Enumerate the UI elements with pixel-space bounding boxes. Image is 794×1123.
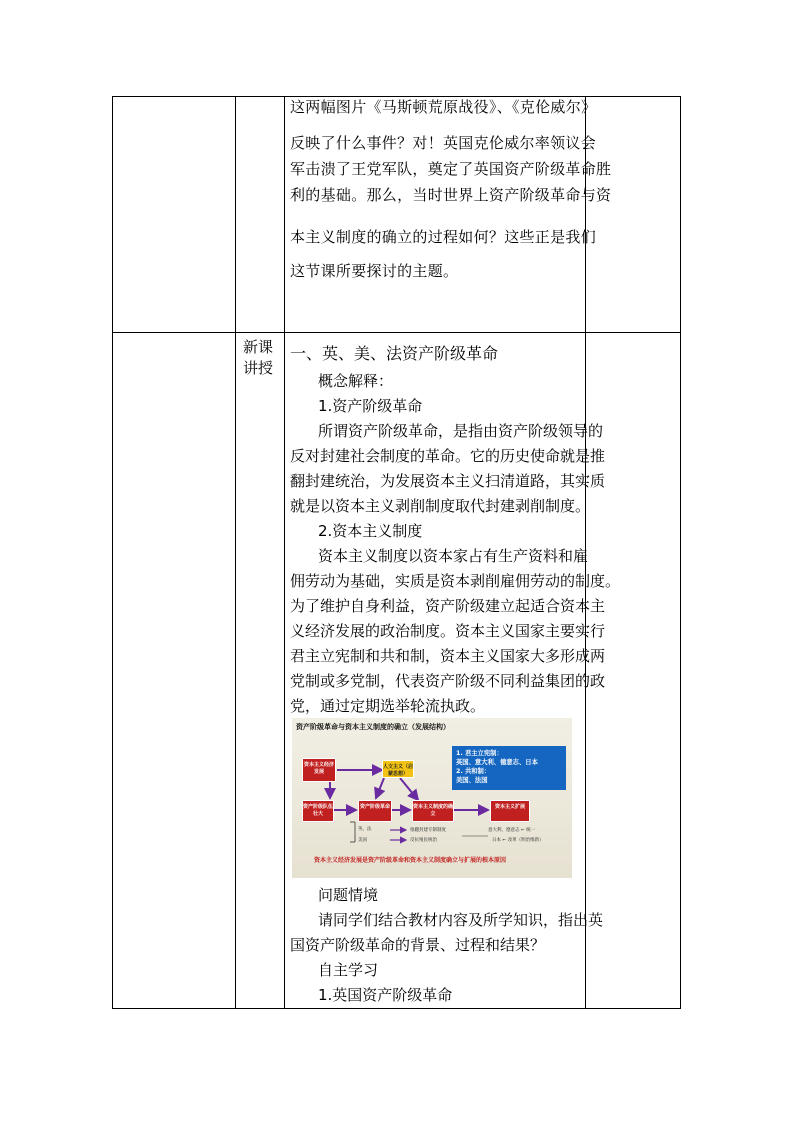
intro-line: 这两幅图片《马斯顿荒原战役》、《克伦威尔》 (290, 98, 597, 116)
blue-line: 2. 共和制： (456, 768, 491, 775)
item2-line: 资本主义制度以资本家占有生产资料和雇 (318, 547, 589, 565)
box-establish: 资本主义制度的确立 (412, 800, 454, 822)
diagram-title: 资产阶级革命与资本主义制度的确立（发展结构） (296, 723, 450, 731)
blue-line: 1. 君主立宪制： (456, 750, 503, 757)
note-mid-1: 推翻封建专制制度 (410, 828, 446, 833)
item2-line: 为了维护自身利益，资产阶级建立起适合资本主 (290, 597, 606, 615)
concept-label: 概念解释： (318, 372, 394, 390)
item2-line: 佣劳动为基础，实质是资本剥削雇佣劳动的制度。 (290, 572, 621, 590)
item1-line: 就是以资本主义剥削制度取代封建剥削制度。 (290, 497, 591, 515)
diagram-footer: 资本主义经济发展是资产阶级革命和资本主义制度确立与扩展的根本原因 (314, 857, 507, 864)
item1-line: 翻封建统治，为发展资本主义扫清道路，其实质 (290, 472, 606, 490)
note-left-2: 美国 (358, 838, 367, 843)
column-border-3 (284, 96, 285, 1009)
item2-title: 2.资本主义制度 (318, 522, 423, 540)
table-bottom-border (112, 1008, 681, 1009)
intro-line: 军击溃了王党军队，奠定了英国资产阶级革命胜 (290, 160, 612, 178)
row-divider (112, 332, 681, 333)
box-humanism: 人文主义（启蒙思想） (382, 760, 414, 778)
intro-line: 这节课所要探讨的主题。 (290, 262, 459, 280)
question-line: 国资产阶级革命的背景、过程和结果？ (290, 936, 546, 954)
box-class: 资产阶级队伍壮大 (302, 800, 334, 822)
item1-line: 反对封建社会制度的革命。它的历史使命就是推 (290, 447, 606, 465)
self-study-item: 1.英国资产阶级革命 (318, 986, 453, 1004)
section-heading: 一、英、美、法资产阶级革命 (290, 344, 499, 363)
column-border-1 (112, 96, 113, 1009)
column-border-2 (235, 96, 236, 1009)
box-revolution: 资产阶级革命 (358, 800, 392, 822)
note-mid-2: 反抗殖民统治 (410, 838, 437, 843)
item2-line: 党制或多党制，代表资产阶级不同利益集团的政 (290, 672, 606, 690)
blue-line: 英国、意大利、德意志、日本 (456, 759, 538, 766)
intro-line: 利的基础。那么，当时世界上资产阶级革命与资 (290, 186, 612, 204)
item2-line: 义经济发展的政治制度。资本主义国家主要实行 (290, 622, 606, 640)
item1-line: 所谓资产阶级革命，是指由资产阶级领导的 (318, 422, 604, 440)
question-line: 请同学们结合教材内容及所学知识，指出英 (318, 911, 604, 929)
intro-line: 本主义制度的确立的过程如何？这些正是我们 (290, 228, 597, 246)
blue-line: 美国、法国 (456, 777, 488, 784)
intro-line: 反映了什么事件？对！英国克伦威尔率领议会 (290, 134, 597, 152)
item2-line: 党，通过定期选举轮流执政。 (290, 697, 486, 715)
box-economy: 资本主义经济发展 (302, 758, 336, 782)
self-study-label: 自主学习 (318, 961, 379, 979)
box-expand: 资本主义扩展 (490, 800, 530, 822)
government-forms-box (452, 746, 566, 790)
structure-diagram (292, 718, 572, 878)
note-right-1: 意大利、德意志 ← 统一 (488, 828, 536, 833)
question-label: 问题情境 (318, 886, 379, 904)
item1-title: 1.资产阶级革命 (318, 397, 423, 415)
note-left: 英、法 (358, 827, 372, 832)
note-right-2: 日本 ← 改革（明治维新） (492, 838, 544, 843)
diagram-arrows (292, 718, 572, 878)
stage-label: 新课讲授 (243, 338, 274, 377)
column-border-5 (680, 96, 681, 1009)
item2-line: 君主立宪制和共和制，资本主义国家大多形成两 (290, 647, 606, 665)
